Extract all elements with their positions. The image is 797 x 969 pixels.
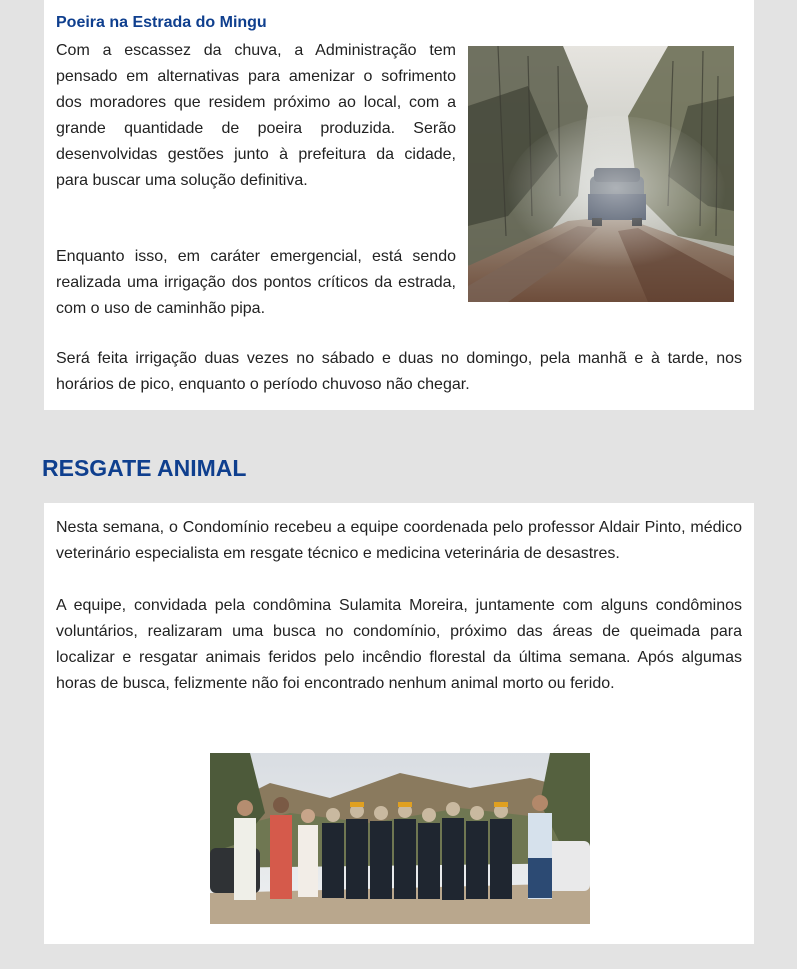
animal-rescue-heading: RESGATE ANIMAL xyxy=(42,455,247,481)
animal-rescue-paragraph-1: Nesta semana, o Condomínio recebeu a equipe coordenada pelo professor Aldair Pinto, médico veterinário especialista em resgate técnico e medicina veterinária de desastres. xyxy=(56,519,742,562)
dust-news-paragraph-3: Será feita irrigação duas vezes no sábado e duas no domingo, pela manhã e à tarde, nos horários de pico, enquanto o período chuvoso não chegar. xyxy=(56,350,742,393)
animal-rescue-paragraph-2: A equipe, convidada pela condômina Sulamita Moreira, juntamente com alguns condôminos voluntários, realizaram uma busca no condomínio, próximo das áreas de queimada para localizar e resgatar animais feridos pelo incêndio florestal da última semana. Após algumas horas de busca, felizmente não foi encontrado nenhum animal morto ou ferido. xyxy=(56,597,742,692)
dust-news-title: Poeira na Estrada do Mingu xyxy=(56,14,267,31)
dust-news-card xyxy=(44,0,754,410)
animal-rescue-card xyxy=(44,503,754,944)
water-truck-road-photo xyxy=(468,46,734,302)
dust-news-paragraph-1: Com a escassez da chuva, a Administração tem pensado em alternativas para amenizar o sofrimento dos moradores que residem próximo ao local, com a grande quantidade de poeira produzida. Serão desenvolvidas gestões junto à prefeitura da cidade, para buscar uma solução definitiva. xyxy=(56,42,456,189)
rescue-team-group-photo xyxy=(210,753,590,924)
dust-news-paragraph-2: Enquanto isso, em caráter emergencial, está sendo realizada uma irrigação dos pontos críticos da estrada, com o uso de caminhão pipa. xyxy=(56,248,456,317)
